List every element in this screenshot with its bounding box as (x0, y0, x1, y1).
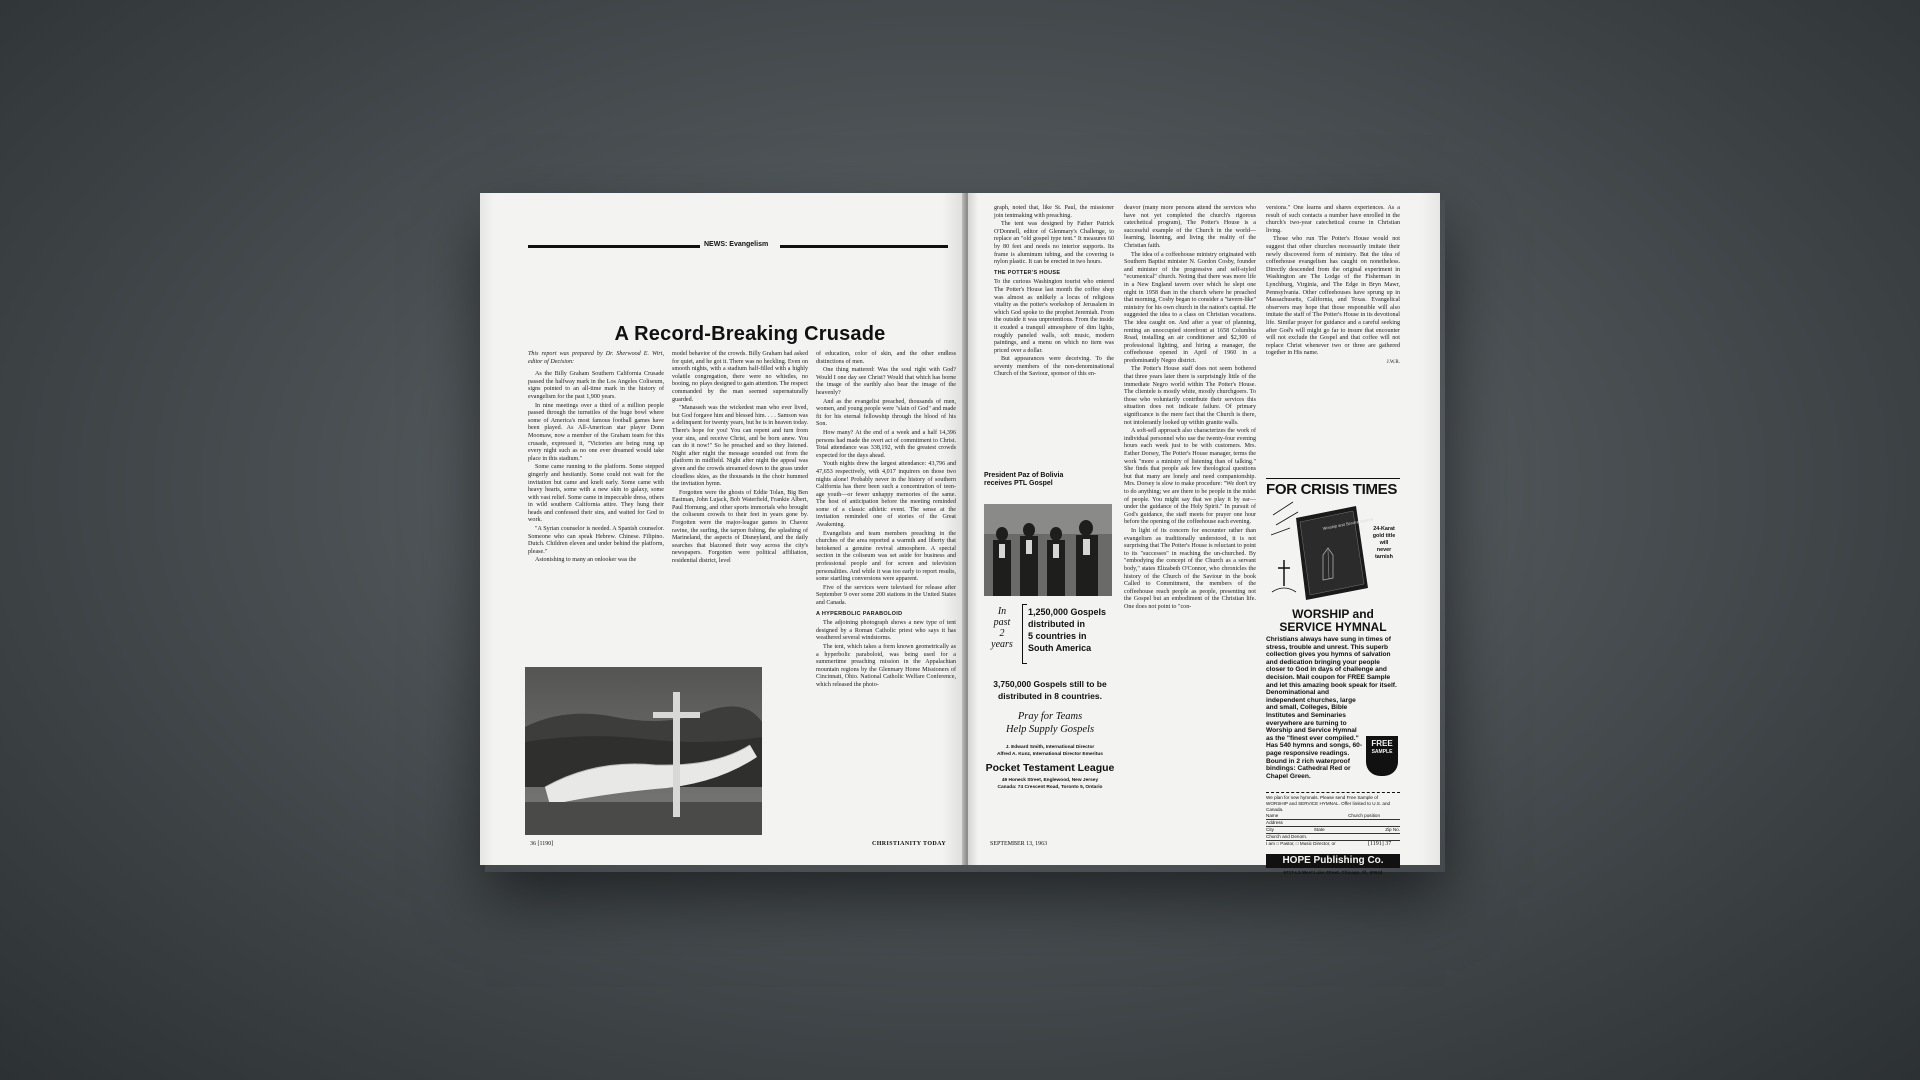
paragraph: Astonishing to many an onlooker was the (535, 557, 637, 564)
hymnal-title-line: WORSHIP and (1292, 607, 1374, 621)
paragraph: The tent, which takes a form known geometrically as a hyperbolic paraboloid, was being used for a summertime preaching mission in the Appalachian mountain regions by the Glenmary Home Missioners of Cincinnati, Ohio. National Catholic Welfare Conference, which released the photo- (816, 643, 956, 688)
rule-right (780, 245, 948, 248)
subhead: THE POTTER'S HOUSE (994, 269, 1061, 276)
column-3 (816, 351, 956, 691)
paragraph: And as the evangelist preached, thousands of men, women, and young people were "slain of God" and made fit for his eternal fellowship through the blood of his Son. (816, 398, 956, 428)
paragraph: In light of its concern for encounter rather than evangelism as traditionally understood, it is not surprising that The Potter's House is reluctant to point to its "successes" in reaching the un-churched. By "embodying the concept of the Church as a servant body," states Elizabeth O'Connor, who chronicles the history of the Church of the Saviour in the book Called to Commitment, the members of the coffeehouse reach people as people, presenting not the Gospel but an embodiment of the Christian life. One does not point to "con- (1124, 527, 1256, 610)
column-1 (528, 351, 664, 566)
paragraph: In nine meetings over a third of a million people passed through the turnstiles of the huge bowl where some of America's most famous football games have been played. As All-American star player Donn Moomaw, now a member of the Graham team for this crusade, expressed it, "Victories are being rung up every night such as no one ever dreamed would take place in this stadium." (528, 402, 664, 462)
italic-text: years (991, 639, 1013, 650)
magazine-name: CHRISTIANITY TODAY (872, 841, 947, 847)
paragraph: versions." One learns and shares experiences. As a result of such contacts a number have enrolled in the church's two-year catechetical course in Christian living. (1266, 205, 1400, 234)
stat-line: South America (1028, 643, 1092, 653)
coupon-label: I am □ Pastor, □ Music Director, or (1266, 841, 1336, 846)
hope-advertisement (1266, 478, 1400, 875)
section-label: NEWS: Evangelism (700, 241, 772, 248)
signature: J.W.R. (1386, 359, 1400, 365)
paragraph: Youth nights drew the largest attendance: 43,796 and 47,653 respectively, with 4,017 inquirers on those two nights alone! Probably never in the history of southern California has there been such a concentration of teen-age youth—or fewer unhappy memories of the same. The host of anticipation before the meeting reminded some of a classic athletic event. The sense at the invitation reminded one of stories of the Great Awakening. (816, 461, 956, 529)
coupon-row-city[interactable] (1266, 827, 1400, 834)
sample-text: SAMPLE (1371, 749, 1393, 755)
paragraph: deavor (many more persons attend the services who have not yet completed the church's rigorous catechetical program), The Potter's House is a successful example of the Church in the world—learning, listening, and living the reality of the Christian faith. (1124, 205, 1256, 249)
ad-title-2: receives PTL Gospel (984, 480, 1053, 487)
italic-text: In (997, 606, 1007, 617)
gold-line: 24-Karat (1373, 526, 1395, 532)
free-sample-badge (1366, 736, 1398, 776)
column-2 (672, 351, 808, 567)
gold-line: never (1376, 547, 1392, 553)
bracket (1022, 604, 1027, 664)
ptl-org: Pocket Testament League (985, 762, 1115, 774)
coupon-label: City (1266, 827, 1274, 832)
stat-line: 1,250,000 Gospels (1028, 607, 1107, 617)
ptl-staff (984, 744, 1116, 758)
paragraph: The idea of a coffeehouse ministry originated with Southern Baptist minister N. Gordon Cosby, founder and minister of the progressive and self-styled "ecumenical" church. Noting that there was more life in a New England tavern over which he slept one night in 1958 than in the church where he preached that morning, Cosby began to consider a "tavern-like" ministry for his own church in the nation's capital. He suggested the idea to a class on Christian vocations. The idea caught on. And after a year of planning, renting an unoccupied storefront at 1658 Columbia Road, installing an air conditioner and $2,300 of professional lighting, and hiring a manager, the coffeehouse opened in April of 1960 in a predominantly Negro district. (1124, 251, 1256, 364)
intro-note: This report was prepared by Dr. Sherwood E. Wirt, editor of Decision: (528, 351, 664, 365)
right-column-1 (994, 205, 1114, 380)
coupon-label: Zip No. (1385, 827, 1400, 832)
right-column-2 (1124, 205, 1256, 612)
paragraph: Forgotten were the ghosts of Eddie Tolan, Big Ben Eastman, John Lujack, Bob Waterfield, Frankie Albert, Paul Hornung, and other sports immortals who brought the coliseum crowds to their feet in years gone by. Forgotten were the major-league games in Chavez ravine, the surfing, the tarpon fishing, the splashing of Marineland, the aspects of Disneyland, and the daily searches that blazoned their way across the city's newspapers. Forgotten were political affiliation, residential district, level (672, 489, 808, 565)
ptl-pray (984, 710, 1116, 736)
stat-line: 3,750,000 Gospels still to be (993, 679, 1107, 689)
staff-line: J. Edward Smith, International Director (1005, 745, 1095, 750)
pray-line: Help Supply Gospels (1005, 724, 1095, 735)
paragraph: graph, noted that, like St. Paul, the missioner join tentmaking with preaching. (994, 205, 1114, 219)
paragraph: A soft-sell approach also characterizes the work of individual personnel who use the twenty-four evening hours each week just to be with customers. Mrs. Esther Dorsey, The Potter's House manager, terms the work "more a ministry of listening than of talking." She finds that people ask few theological questions but that many are lonely and need companionship. Mrs. Dorsey is slow to make procedure: "We don't try to do anything; we are there to be people in the midst of people. You might say that we play it by ear—under the guidance of the Holy Spirit." In pursuit of God's guidance, the staff meets for prayer one hour before the opening of the coffeehouse each evening. (1124, 428, 1256, 526)
left-page (480, 193, 967, 865)
paragraph: As the Billy Graham Southern California Crusade passed the halfway mark in the Los Angeles Coliseum, signs pointed to an all-time mark in the history of evangelism for the past 1,900 years. (528, 371, 664, 400)
ptl-photo-image (984, 504, 1112, 596)
hymnal-illustration (1268, 500, 1400, 605)
ad-body-text: Denominational and independent churches, large and small, Colleges, Bible Institutes and Seminaries everywhere are turning to Worship and Service Hymnal as the "finest ever compiled." Has 540 hymns and songs, 60-page responsive readings. Bound in 2 rich waterproof bindings: Cathedral Red or Chapel Green. (1266, 689, 1363, 780)
paragraph: But appearances were deceiving. To the seventy members of the non-denominational Church of the Saviour, sponsor of this en- (994, 356, 1114, 378)
coupon-intro: We plan for new hymnals. Please send Free Sample of WORSHIP and SERVICE HYMNAL. Offer limited to U.S. and Canada. (1266, 795, 1391, 812)
right-column-3 (1266, 205, 1400, 366)
ptl-advertisement (984, 472, 1116, 867)
italic-text: 2 (999, 628, 1005, 639)
ad-title-1: President Paz of Bolivia (984, 472, 1064, 479)
paragraph: of education, color of skin, and the other endless distinctions of men. (816, 351, 956, 365)
coupon-row-church[interactable] (1266, 834, 1400, 841)
hope-headline (1266, 478, 1400, 499)
section-header (528, 241, 948, 251)
staff-line: Alfred A. Kunz, International Director Emeritus (997, 752, 1103, 757)
coupon-row-address[interactable] (1266, 820, 1400, 827)
hymnal-title (1266, 608, 1400, 634)
coupon-label: State (1313, 827, 1325, 832)
paragraph: model behavior of the crowds. Billy Graham had asked for quiet, and he got it. There was no heckling. Even on smooth nights, with a stadium half-filled with a highly volatile congregation, there were no whistles, no booing, no plays designed to gain attention. The respect commanded by the man seemed supernaturally guarded. (672, 351, 808, 403)
company-address: 5717-L3 West Lake Street, Chicago, Ill., 60644 (1283, 870, 1383, 875)
ptl-still (984, 678, 1116, 702)
paragraph: Some came running to the platform. Some stepped gingerly and hesitantly. Some could not wait for the invitation but came and knelt early. Some came with heavy hearts, some with a new skin to galaxy, some with vast relief. Some came in impeccable dress, others in wild southern California attire. They hung their heads and confessed their sins, and waited for God to work. (528, 464, 664, 524)
coupon-label: Address (1266, 820, 1283, 825)
page-number: [1191] 37 (1368, 841, 1392, 847)
subhead: A HYPERBOLIC PARABOLOID (816, 610, 903, 617)
hymnal-title-line: SERVICE HYMNAL (1279, 620, 1387, 634)
coupon-row-name[interactable] (1266, 813, 1400, 820)
coupon-label: Church and Denom. (1266, 834, 1308, 839)
right-page (968, 193, 1440, 875)
paragraph: "A Syrian counselor is needed. A Spanish counselor. Someone who can speak Hebrew. Chinese. Filipino. Dutch. Children eleven and under behind the platform, please." (528, 526, 664, 555)
gold-line: will (1379, 540, 1389, 546)
paragraph: The Potter's House staff does not seem bothered that three years later there is surprisingly little of the immediate Negro world within The Potter's House. The clientele is mostly white, mostly churchgoers. To those who voluntarily contribute their services this situation does not indicate failure. Of primary significance is the mere fact that the Church is there, not intolerantly looked up within granite walls. (1124, 366, 1256, 426)
issue-date: SEPTEMBER 13, 1963 (990, 841, 1048, 847)
coupon-label: Name (1266, 813, 1279, 818)
free-text: FREE (1371, 739, 1393, 748)
ptl-stats (984, 602, 1116, 672)
stat-line: distributed in (1028, 619, 1085, 629)
address-line: 49 Honeck Street, Englewood, New Jersey (1001, 778, 1099, 783)
paragraph: The tent was designed by Father Patrick O'Donnell, editor of Glenmary's Challenge, to replace an "old gospel type tent." It measures 60 by 80 feet and needs no interior supports. Its frame is aluminum tubing, and the covering is nylon plastic. It can be erected in two hours. (994, 221, 1114, 266)
tent-photo-image (525, 667, 762, 835)
paragraph: Evangelists and team members preaching in the churches of the area reported a warmth and liberty that betokened a genuine revival atmosphere. A special section in the coliseum was set aside for business and professional people and for screen and television personalities. And while it was too early to report results, some startling conversions were apparent. (816, 530, 956, 583)
tent-photo (525, 667, 762, 835)
ptl-photo (984, 504, 1112, 596)
ad-body-text: Christians always have sung in times of stress, trouble and unrest. This superb collection gives you hymns of salvation and dedication bringing your people closer to God in days of challenge and decision. Mail coupon for FREE Sample and let this amazing book speak for itself. (1266, 636, 1397, 689)
gold-title-note (1368, 526, 1400, 561)
ad-headline: FOR CRISIS TIMES (1266, 481, 1398, 498)
company-name: HOPE Publishing Co. (1266, 854, 1400, 868)
stat-line: distributed in 8 countries. (998, 691, 1102, 701)
paragraph: The adjoining photograph shows a new type of tent designed by a Roman Catholic priest who says it has weathered several windstorms. (816, 620, 956, 642)
page-number: 36 [1190] (530, 841, 554, 847)
ptl-italic-block (984, 606, 1020, 650)
article-headline: A Record-Breaking Crusade (614, 323, 886, 345)
address-line: Canada: 74 Crescent Road, Toronto 5, Ontario (997, 785, 1103, 790)
paragraph: One thing mattered: Was the soul right with God? Would I one day see Christ? Would that which has borne the image of the earthly also bear the image of the heavenly? (816, 367, 956, 396)
rule-left (528, 245, 700, 248)
paragraph: Five of the services were televised for release after September 9 over some 200 stations in the United States and Canada. (816, 584, 956, 606)
paragraph: "Manasseh was the wickedest man who ever lived, but God forgave him and blessed him. . . . Samson was a delinquent for twenty years, but he is in heaven today. There's hope for you! You can repent and turn from your sins, and receive Christ, and be born anew. You can do it now!" So he preached and so they listened. Night after night the message sounded out from the platform in midfield. Night after night the appeal was given and the crowds streamed down to the grass under cloudless skies, as the thousands in the choir hummed the invitation hymn. (672, 405, 808, 488)
ptl-address (984, 777, 1116, 791)
coupon-label: Church position (1348, 813, 1380, 818)
pray-line: Pray for Teams (1017, 711, 1083, 722)
italic-text: past (993, 617, 1011, 628)
gold-line: tarnish (1375, 554, 1393, 560)
paragraph: How many? At the end of a week and a half 14,396 persons had made the overt act of commitment to Christ. Total attendance was 338,192, with the greatest crowds expected for the days ahead. (816, 429, 956, 459)
gold-line: gold title (1372, 533, 1396, 539)
paragraph: To the curious Washington tourist who entered The Potter's House last month the coffee shop was almost as unlikely a locus of religious vitality as the potter's workshop of Jerusalem in which God spoke to the prophet Jeremiah. From the outside it was unpretentious. From the inside it exuded a tranquil atmosphere of dim lights, roughly paneled walls, soft music, modern paintings, and a menu on which no item was priced over a dollar. (994, 279, 1114, 354)
svg-text:Worship and Service Hymnal: Worship and Service Hymnal (1322, 516, 1374, 531)
paragraph: Those who run The Potter's House would not suggest that other churches necessarily imitate their newly discovered form of ministry. But the idea of coffeehouse evangelism has caught on nonetheless. Directly descended from the original experiment in Washington are The Lodge of the Fisherman in Lynchburg, Virginia, and The Edge in Bryn Mawr, Pennsylvania. Other coffeehouses have sprung up in Massachusetts, California, and Texas. Evangelical observers may hope that those responsible will also imitate the staff of The Potter's House in its devotional life. Similar prayer for guidance and a careful seeking after God's will might go far to insure that encounter will not exclude the Gospel and that coffee will not replace Christ whenever two or three are gathered together in His name. (1266, 236, 1400, 357)
stat-line: 5 countries in (1028, 631, 1087, 641)
ptl-stat-lines (1028, 606, 1106, 654)
